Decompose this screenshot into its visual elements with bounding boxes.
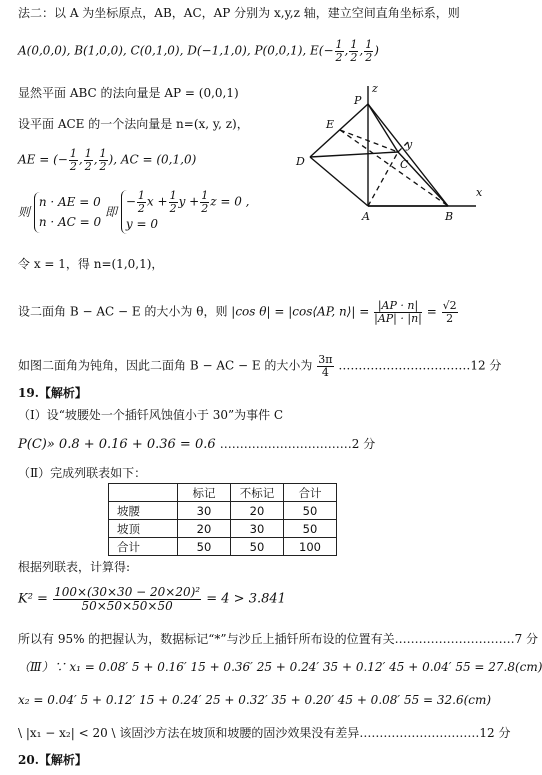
set-x-line: 令 x = 1，得 n=(1,0,1)， (18, 257, 164, 271)
table-row (109, 502, 337, 520)
table-cell: 30 (178, 502, 231, 520)
score-7: …………………………7 分 (394, 632, 539, 646)
angle-conclusion (18, 354, 501, 378)
label-E: E (326, 118, 335, 131)
table-header-row (109, 484, 337, 502)
cos-line: 设二面角 B − AC − E 的大小为 θ，则 |cos θ| = |cos⟨AP, n⟩| = $\frac{|AP \cdot n|}{|AP| \cdot |n|}$ = $\frac{√2}{2}$ (18, 299, 457, 325)
table-cell: 50 (178, 538, 231, 556)
vec-ae-text: AE = (− (18, 152, 68, 167)
system-left (34, 192, 101, 233)
normal-abc-line: 显然平面 ABC 的法向量是 AP = (0,0,1) (18, 86, 239, 100)
table-cell: 坡顶 (109, 520, 178, 538)
q19-heading: 19.【解析】 (18, 386, 87, 400)
frac-half-3: $\frac{1}{2}$ (365, 38, 373, 64)
score-2: ……………………………2 分 (219, 437, 376, 451)
coordinates-text: A(0,0,0), B(1,0,0), C(0,1,0), D(−1,1,0), P(0,0,1), E(− (18, 43, 334, 58)
k2-rhs: = 4 > 3.841 (206, 591, 286, 607)
conclusion-95: 所以有 95% 的把握认为，数据标记“*”与沙丘上插钎所布设的位置有关 (18, 632, 395, 646)
table-cell: 不标记 (231, 484, 284, 502)
conclusion-95-line (18, 632, 538, 646)
q19-part2: （Ⅱ）完成列联表如下： (18, 466, 147, 480)
table-cell: 100 (284, 538, 337, 556)
frac-ae-1: $\frac{1}{2}$ (69, 147, 77, 173)
frac-ae-2: $\frac{1}{2}$ (84, 147, 92, 173)
table-cell: 标记 (178, 484, 231, 502)
label-B: B (445, 210, 454, 223)
table-cell: 50 (284, 502, 337, 520)
table-cell: 20 (178, 520, 231, 538)
table-cell: 50 (284, 520, 337, 538)
table-cell: 30 (231, 520, 284, 538)
label-y: y (406, 138, 413, 151)
label-C: C (400, 158, 409, 171)
table-cell (109, 484, 178, 502)
q19-part1: （Ⅰ）设“坡腰处一个插钎风蚀值小于 30”为事件 C (18, 408, 284, 422)
table-cell: 50 (231, 538, 284, 556)
table-cell: 合计 (284, 484, 337, 502)
frac-half-1: $\frac{1}{2}$ (335, 38, 343, 64)
normal-ace-line: 设平面 ACE 的一个法向量是 n=(x, y, z)， (18, 117, 249, 131)
q19-prob: P(C)» 0.8 + 0.16 + 0.36 = 0.6 (18, 437, 216, 452)
system-eq3: y = 0 (125, 217, 158, 232)
cos-fraction: $\frac{|AP \cdot n|}{|AP| \cdot |n|}$ (374, 299, 422, 325)
table-row (109, 538, 337, 556)
contingency-table (108, 483, 337, 556)
q19-part3: （Ⅲ）∵ x₁ = 0.08′ 5 + 0.16′ 15 + 0.36′ 25 + 0.24′ 35 + 0.12′ 45 + 0.04′ 55 = 27.8(cm) (18, 660, 542, 674)
conclusion-prefix: 如图二面角为钝角，因此二面角 B − AC − E 的大小为 (18, 358, 313, 373)
vector-line: AE = (− $\frac{1}{2}$ , $\frac{1}{2}$ , $\frac{1}{2}$ ), AC = (0,1,0) (18, 147, 197, 173)
k2-fraction: $\frac{\text{100×(30×30 − 20×20)²}}{50\times 50\times 50\times 50}$ (54, 585, 201, 613)
x2-line: x₂ = 0.04′ 5 + 0.12′ 15 + 0.24′ 25 + 0.32′ 35 + 0.20′ 45 + 0.08′ 55 = 32.6(cm) (18, 693, 492, 707)
k2-lhs: K² = (18, 591, 48, 607)
system-eq2: n · AC = 0 (38, 215, 102, 230)
score-12b: …………………………12 分 (359, 726, 511, 740)
q20-heading: 20.【解析】 (18, 753, 87, 767)
table-row (109, 520, 337, 538)
final-line (18, 726, 511, 740)
angle-fraction: $\frac{3\pi}{4}$ (318, 353, 333, 379)
label-A: A (362, 210, 370, 223)
cos-result: $\frac{√2}{2}$ (442, 299, 457, 325)
frac-ae-3: $\frac{1}{2}$ (99, 147, 107, 173)
label-z: z (372, 82, 378, 95)
table-cell: 坡腰 (109, 502, 178, 520)
vec-ac-text: AC = (0,1,0) (120, 152, 197, 167)
system-right: − $\frac{1}{2}$ x + $\frac{1}{2}$ y + $\frac{1}{2}$ z = 0 , y = 0 (121, 190, 250, 234)
system-eq1: n · AE = 0 (38, 194, 101, 209)
k2-line (18, 586, 286, 612)
table-cell: 合计 (109, 538, 178, 556)
solution-intro: 法二：以 A 为坐标原点，AB，AC，AP 分别为 x,y,z 轴，建立空间直角坐标系，则 (18, 6, 460, 20)
q19-prob-line (18, 437, 375, 453)
label-x: x (476, 186, 483, 199)
table-cell: 20 (231, 502, 284, 520)
dihedral-def: 设二面角 B − AC − E 的大小为 θ，则 (18, 304, 228, 319)
label-D: D (296, 155, 305, 168)
label-P: P (354, 94, 362, 107)
system-mid: 即 (105, 204, 118, 219)
score-12: ……………………………12 分 (338, 358, 502, 373)
coordinates-line: A(0,0,0), B(1,0,0), C(0,1,0), D(−1,1,0), P(0,0,1), E(− $\frac{1}{2}$ , $\frac{1}{2}$ , $\frac{1}{2}$ ) (18, 38, 379, 64)
frac-half-2: $\frac{1}{2}$ (350, 38, 358, 64)
final-text: \ |x₁ − x₂| < 20 \ 该固沙方法在坡顶和坡腰的固沙效果没有差异 (18, 726, 360, 740)
equation-system (18, 190, 250, 234)
pyramid-figure (288, 82, 498, 222)
by-table-line: 根据列联表，计算得: (18, 560, 131, 574)
system-prefix: 则 (18, 204, 31, 219)
